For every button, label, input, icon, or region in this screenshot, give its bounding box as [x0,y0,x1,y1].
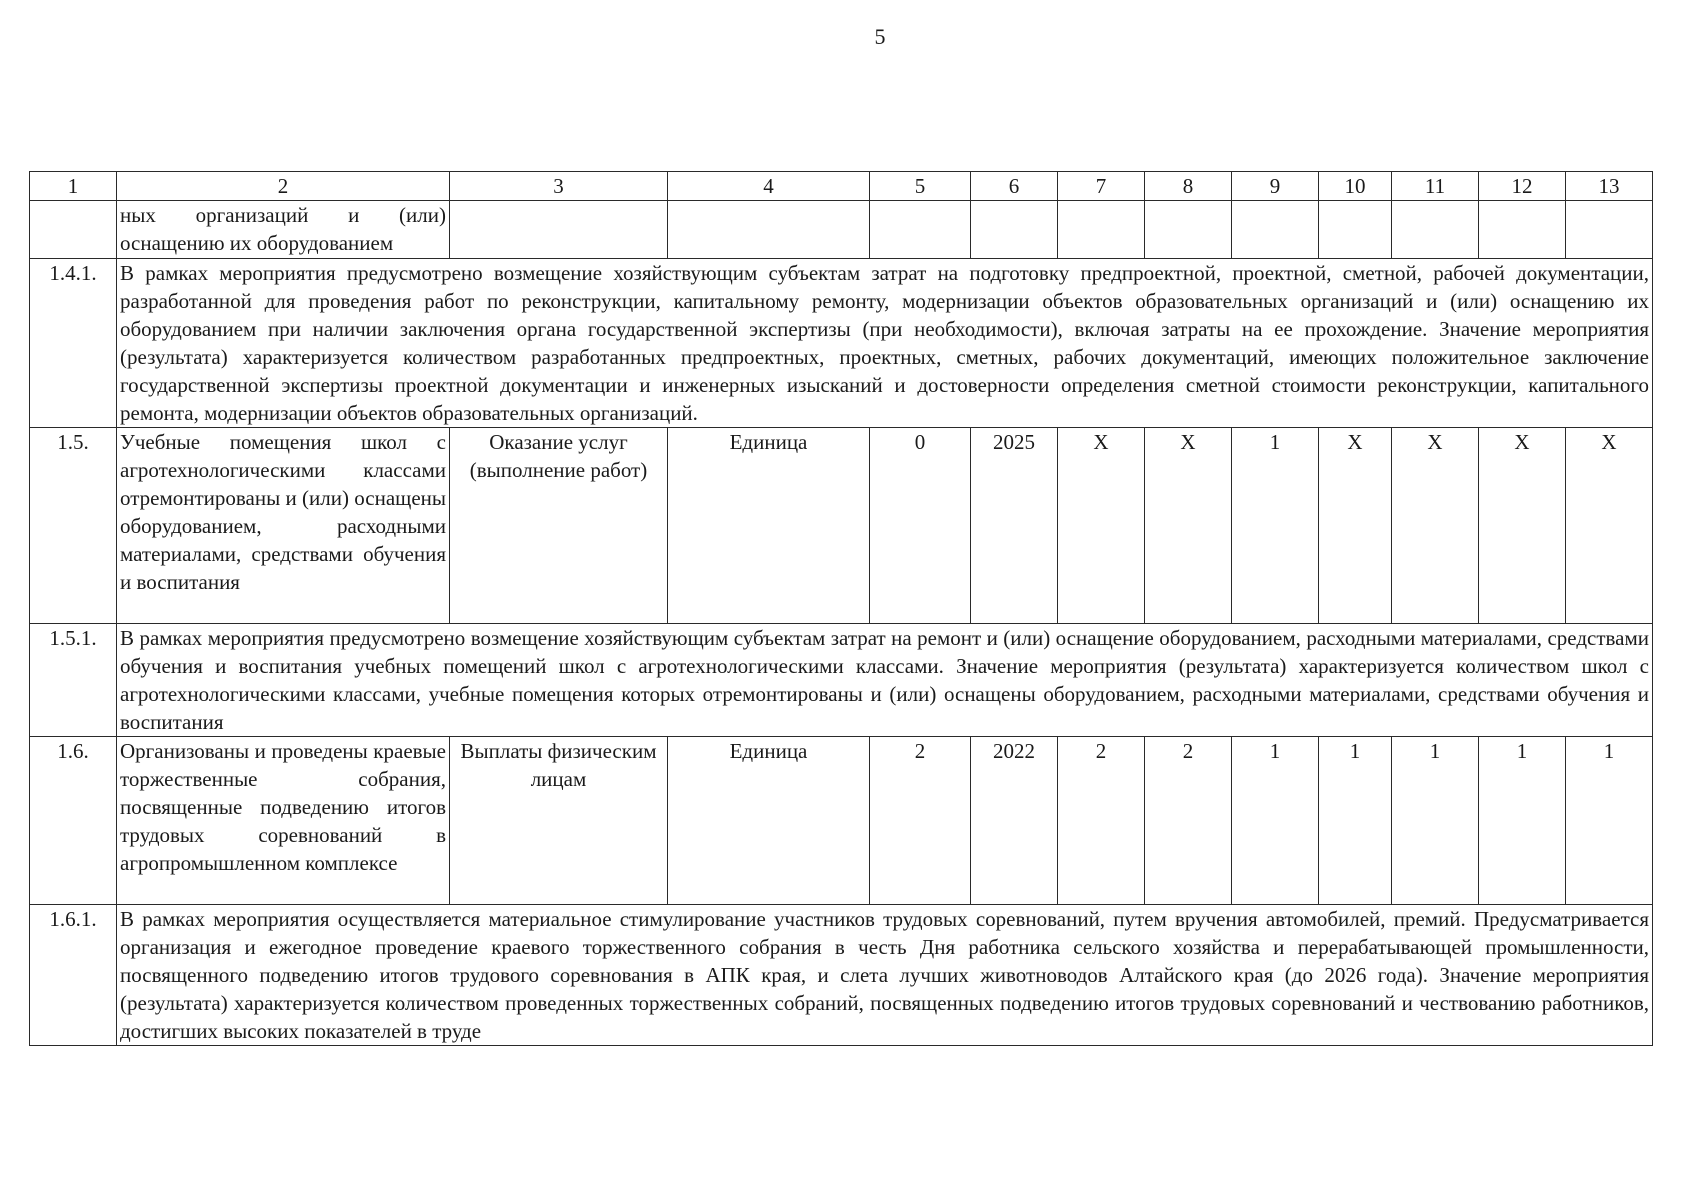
header-row [30,172,1653,201]
unit-of-measure: Единица [668,428,870,624]
header-cell-7: 7 [1058,172,1145,201]
row-number: 1.5. [30,428,117,624]
value-col-10: 1 [1319,737,1392,905]
page-number: 5 [874,24,886,49]
activity-description: В рамках мероприятия предусмотрено возмещение хозяйствующим субъектам затрат на подготовку предпроектной, проектной, сметной, рабочей документации, разработанной для проведения работ по реконструкции, капитальному ремонту, модернизации объектов образовательных организаций и (или) оснащению их оборудованием при наличии заключения органа государственной экспертизы (при необходимости), включая затраты на ее прохождение. Значение мероприятия (результата) характеризуется количеством разработанных предпроектных, проектных, сметных, рабочих документаций, имеющих положительное заключение государственной экспертизы проектной документации и инженерных изысканий и достоверности определения сметной стоимости реконструкции, капитального ремонта, модернизации объектов образовательных организаций. [117,259,1653,428]
empty-cell [1058,201,1145,259]
row-number: 1.6. [30,737,117,905]
result-name: Организованы и проведены краевые торжественные собрания, посвященные подведению итогов трудовых соревнований в агропромышленном комплексе [117,737,450,905]
header-cell-4: 4 [668,172,870,201]
header-cell-12: 12 [1479,172,1566,201]
empty-cell [1145,201,1232,259]
value-col-6: 2025 [971,428,1058,624]
header-cell-6: 6 [971,172,1058,201]
table-row-1-4-1 [30,259,1653,428]
table-row-continuation [30,201,1653,259]
continuation-num-cell [30,201,117,259]
empty-cell [450,201,668,259]
value-col-12: X [1479,428,1566,624]
unit-of-measure: Единица [668,737,870,905]
empty-cell [971,201,1058,259]
value-col-12: 1 [1479,737,1566,905]
value-col-9: 1 [1232,428,1319,624]
value-col-9: 1 [1232,737,1319,905]
result-type: Выплаты физическим лицам [450,737,668,905]
empty-cell [1479,201,1566,259]
row-number: 1.5.1. [30,624,117,737]
value-col-13: X [1566,428,1653,624]
empty-cell [1392,201,1479,259]
header-cell-13: 13 [1566,172,1653,201]
value-col-6: 2022 [971,737,1058,905]
header-cell-2: 2 [117,172,450,201]
empty-cell [1319,201,1392,259]
header-cell-1: 1 [30,172,117,201]
header-cell-9: 9 [1232,172,1319,201]
header-cell-8: 8 [1145,172,1232,201]
value-col-11: 1 [1392,737,1479,905]
result-name: Учебные помещения школ с агротехнологическими классами отремонтированы и (или) оснащены оборудованием, расходными материалами, средствами обучения и воспитания [117,428,450,624]
value-col-13: 1 [1566,737,1653,905]
value-col-8: X [1145,428,1232,624]
continuation-name-cell: ных организаций и (или) оснащению их оборудованием [117,201,450,259]
row-number: 1.6.1. [30,905,117,1046]
value-col-5: 2 [870,737,971,905]
value-col-7: X [1058,428,1145,624]
table-row-1-5-1 [30,624,1653,737]
row-number: 1.4.1. [30,259,117,428]
table-row-1-5 [30,428,1653,624]
header-cell-5: 5 [870,172,971,201]
value-col-7: 2 [1058,737,1145,905]
table-row-1-6 [30,737,1653,905]
value-col-10: X [1319,428,1392,624]
header-cell-11: 11 [1392,172,1479,201]
header-cell-3: 3 [450,172,668,201]
value-col-5: 0 [870,428,971,624]
table-row-1-6-1 [30,905,1653,1046]
activity-description: В рамках мероприятия осуществляется материальное стимулирование участников трудовых соревнований, путем вручения автомобилей, премий. Предусматривается организация и ежегодное проведение краевого торжественного собрания в честь Дня работника сельского хозяйства и перерабатывающей промышленности, посвященного подведению итогов трудового соревнования в АПК края, и слета лучших животноводов Алтайского края (до 2026 года). Значение мероприятия (результата) характеризуется количеством проведенных торжественных собраний, посвященных подведению итогов трудовых соревнований и чествованию работников, достигших высоких показателей в труде [117,905,1653,1046]
indicators-table [29,171,1653,1046]
empty-cell [668,201,870,259]
value-col-11: X [1392,428,1479,624]
empty-cell [1232,201,1319,259]
activity-description: В рамках мероприятия предусмотрено возмещение хозяйствующим субъектам затрат на ремонт и (или) оснащение оборудованием, расходными материалами, средствами обучения и воспитания учебных помещений школ с агротехнологическими классами. Значение мероприятия (результата) характеризуется количеством школ с агротехнологическими классами, учебные помещения которых отремонтированы и (или) оснащены оборудованием, расходными материалами, средствами обучения и воспитания [117,624,1653,737]
result-type: Оказание услуг (выполнение работ) [450,428,668,624]
value-col-8: 2 [1145,737,1232,905]
header-cell-10: 10 [1319,172,1392,201]
empty-cell [1566,201,1653,259]
empty-cell [870,201,971,259]
